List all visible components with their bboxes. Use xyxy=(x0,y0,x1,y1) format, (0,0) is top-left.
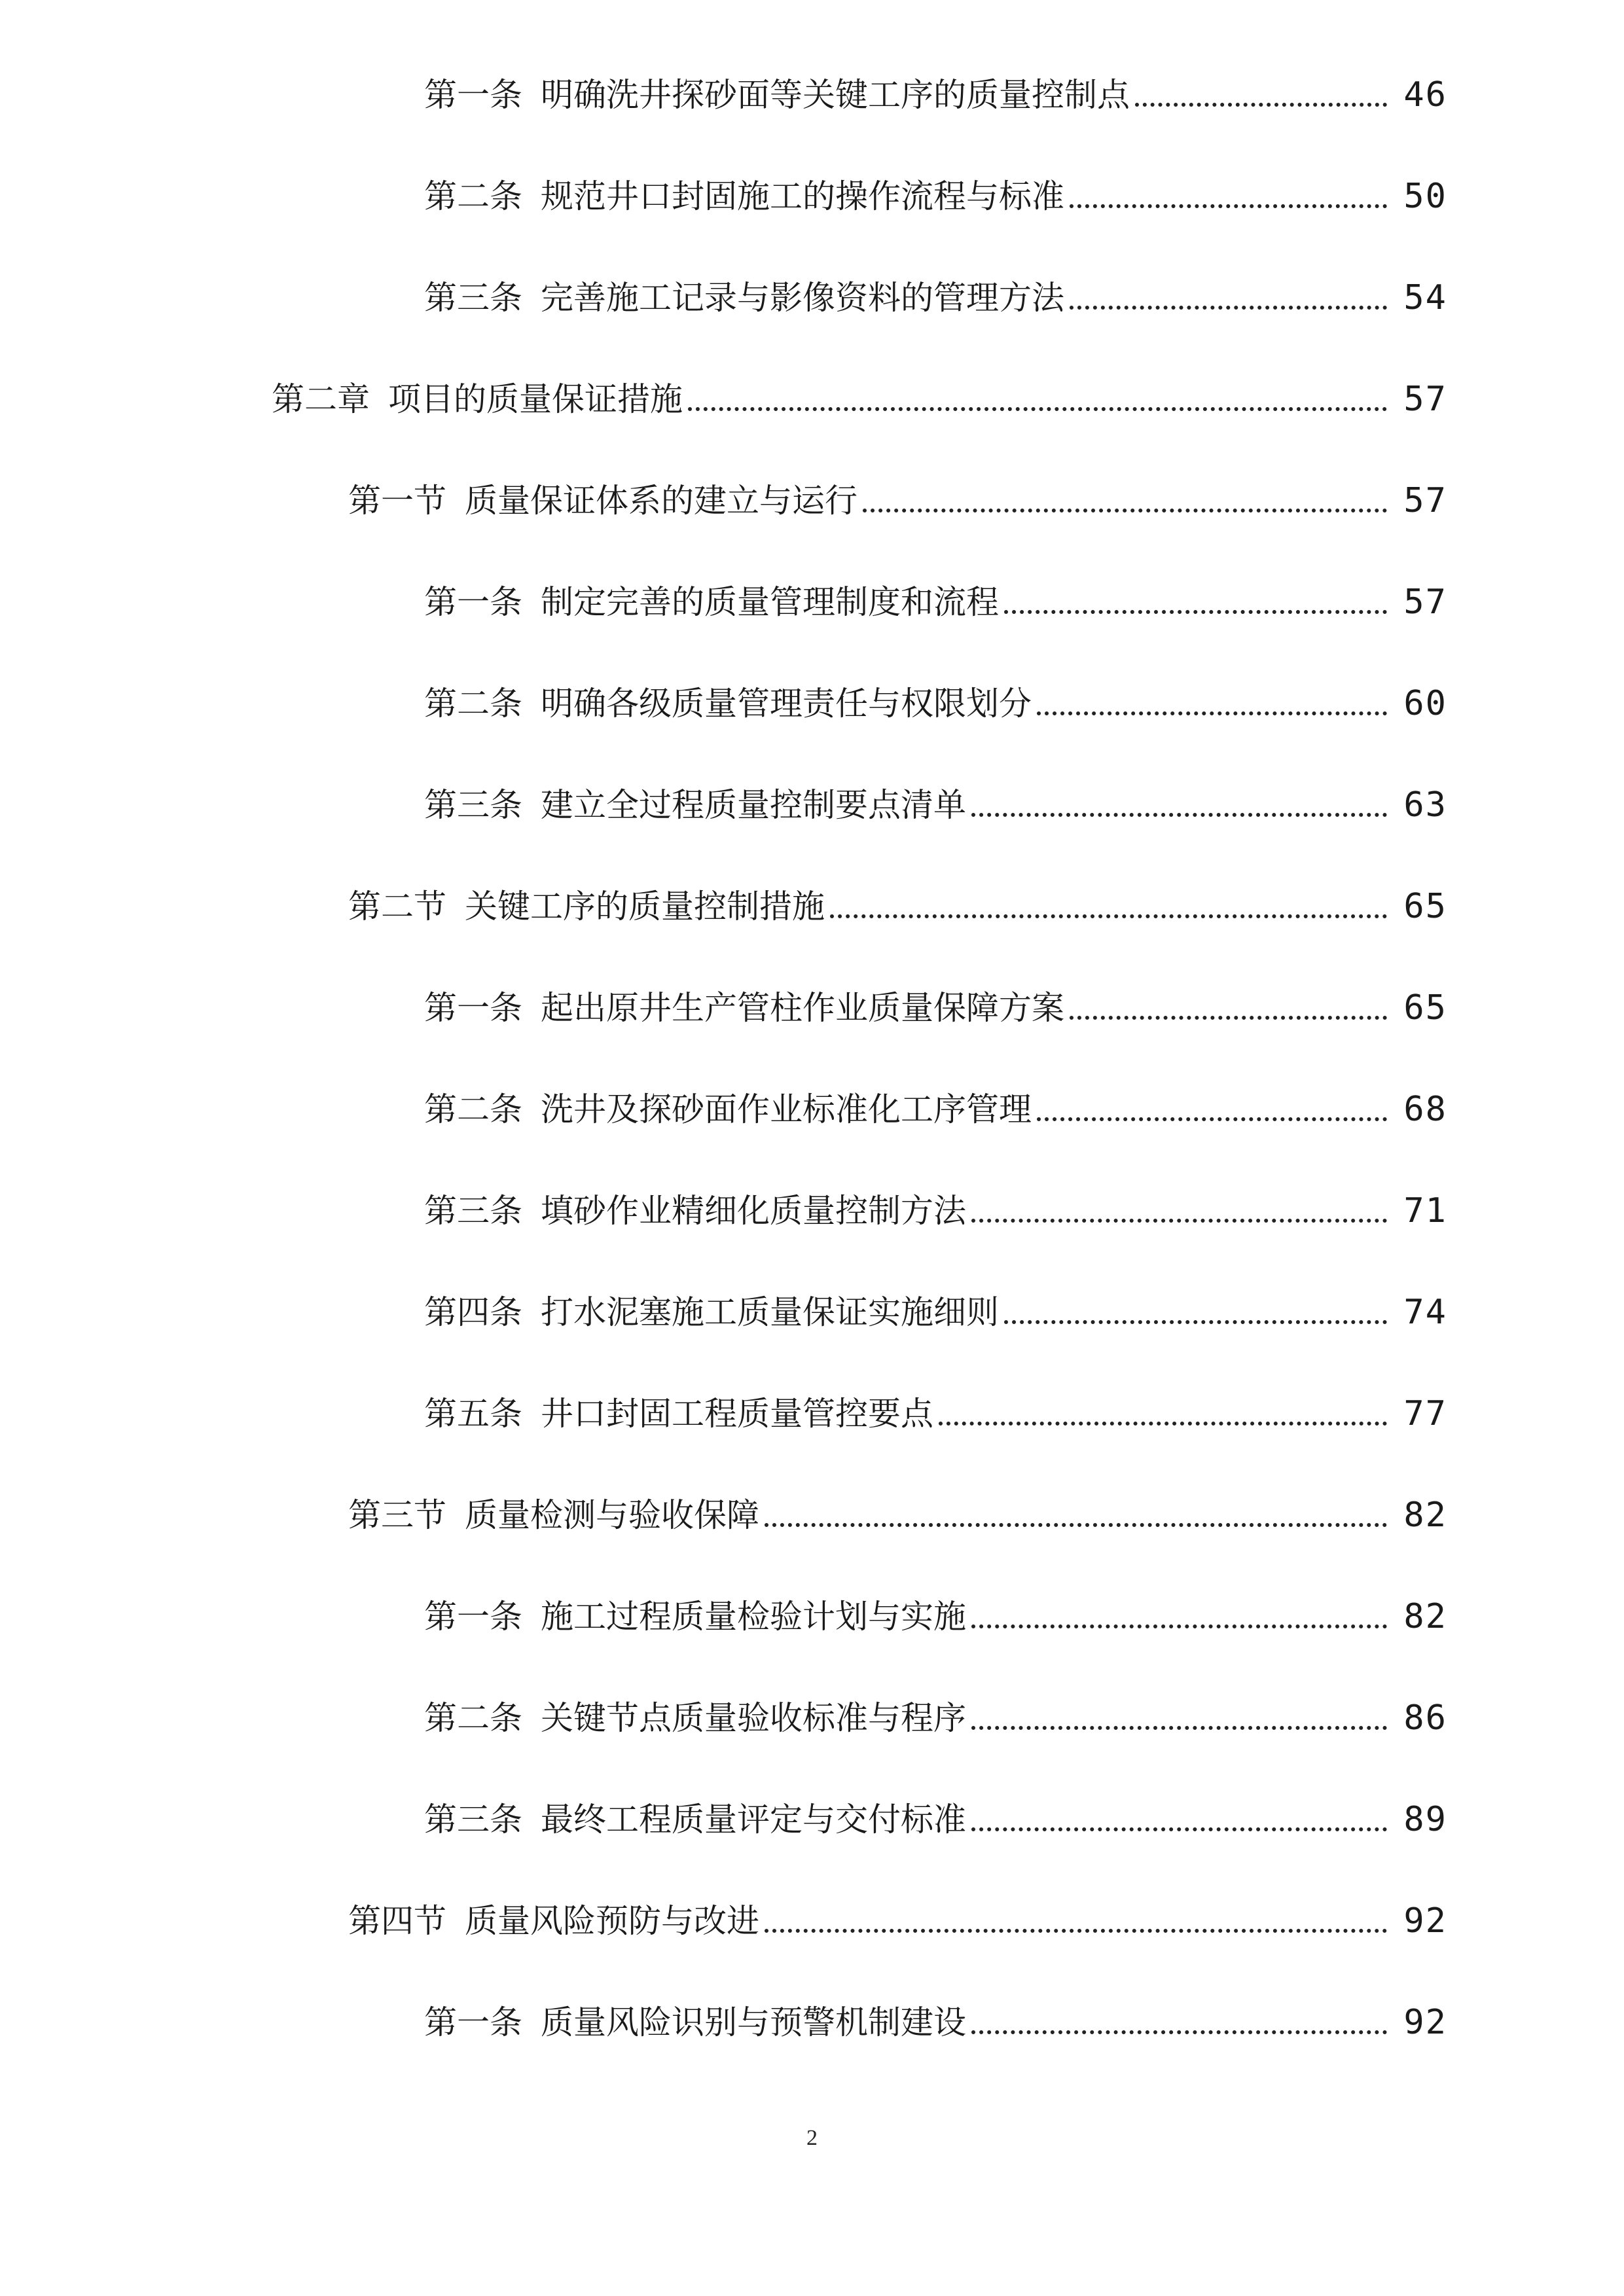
toc-entry-title: 明确洗井探砂面等关键工序的质量控制点 xyxy=(541,76,1130,114)
toc-entry-title: 项目的质量保证措施 xyxy=(388,380,683,418)
toc-entry-page: 77 xyxy=(1403,1394,1447,1433)
toc-dot-leader xyxy=(971,2030,1387,2034)
toc-entry-title: 井口封固工程质量管控要点 xyxy=(541,1395,933,1433)
toc-entry-section[interactable] xyxy=(348,475,1447,527)
toc-dot-leader xyxy=(971,1624,1387,1628)
toc-entry-title: 洗井及探砂面作业标准化工序管理 xyxy=(541,1090,1032,1128)
toc-dot-leader xyxy=(939,1422,1387,1426)
toc-entry-title: 关键工序的质量控制措施 xyxy=(465,888,825,925)
toc-entry-article[interactable] xyxy=(424,1388,1447,1440)
toc-entry-title: 最终工程质量评定与交付标准 xyxy=(541,1801,966,1839)
toc-entry-title: 施工过程质量检验计划与实施 xyxy=(541,1598,966,1636)
toc-dot-leader xyxy=(971,1827,1387,1831)
toc-dot-leader xyxy=(765,1523,1387,1527)
toc-entry-number: 第一节 xyxy=(348,482,446,520)
toc-dot-leader xyxy=(1004,1320,1387,1324)
toc-entry-number: 第四条 xyxy=(424,1293,522,1331)
toc-entry-page: 74 xyxy=(1403,1293,1447,1332)
toc-dot-leader xyxy=(1070,204,1387,208)
toc-dot-leader xyxy=(1135,103,1387,107)
toc-entry-article[interactable] xyxy=(424,1185,1447,1237)
toc-dot-leader xyxy=(830,914,1387,918)
toc-entry-page: 57 xyxy=(1403,380,1447,419)
toc-entry-number: 第二章 xyxy=(272,380,370,418)
toc-entry-number: 第二条 xyxy=(424,685,522,723)
toc-entry-number: 第三条 xyxy=(424,279,522,317)
toc-dot-leader xyxy=(1070,1016,1387,1020)
toc-entry-article[interactable] xyxy=(424,779,1447,831)
toc-entry-page: 89 xyxy=(1403,1800,1447,1839)
footer-page-number: 2 xyxy=(806,2126,818,2150)
toc-entry-number: 第一条 xyxy=(424,1598,522,1636)
toc-entry-page: 46 xyxy=(1403,75,1447,115)
toc-entry-section[interactable] xyxy=(348,1895,1447,1947)
toc-dot-leader xyxy=(971,813,1387,817)
toc-entry-title: 质量风险预防与改进 xyxy=(465,1902,759,1940)
toc-dot-leader xyxy=(971,1219,1387,1223)
toc-entry-page: 50 xyxy=(1403,177,1447,216)
toc-dot-leader xyxy=(1037,711,1387,715)
toc-entry-number: 第二条 xyxy=(424,1090,522,1128)
toc-entry-number: 第三条 xyxy=(424,1192,522,1230)
toc-entry-article[interactable] xyxy=(424,982,1447,1034)
toc-entry-page: 54 xyxy=(1403,278,1447,317)
toc-entry-article[interactable] xyxy=(424,576,1447,628)
toc-dot-leader xyxy=(1037,1117,1387,1121)
toc-dot-leader xyxy=(1070,306,1387,310)
toc-entry-page: 82 xyxy=(1403,1597,1447,1636)
toc-entry-number: 第一条 xyxy=(424,989,522,1027)
toc-dot-leader xyxy=(765,1929,1387,1933)
toc-entry-article[interactable] xyxy=(424,1793,1447,1846)
toc-entry-title: 打水泥塞施工质量保证实施细则 xyxy=(541,1293,999,1331)
toc-entry-section[interactable] xyxy=(348,880,1447,933)
toc-entry-number: 第五条 xyxy=(424,1395,522,1433)
toc-entry-title: 关键节点质量验收标准与程序 xyxy=(541,1699,966,1737)
toc-entry-number: 第四节 xyxy=(348,1902,446,1940)
toc-entry-title: 制定完善的质量管理制度和流程 xyxy=(541,583,999,621)
toc-dot-leader xyxy=(688,407,1387,411)
toc-entry-number: 第一条 xyxy=(424,583,522,621)
toc-entry-title: 质量风险识别与预警机制建设 xyxy=(541,2003,966,2041)
toc-entry-page: 60 xyxy=(1403,684,1447,723)
toc-entry-page: 82 xyxy=(1403,1496,1447,1535)
toc-entry-page: 92 xyxy=(1403,1901,1447,1941)
toc-entry-page: 57 xyxy=(1403,583,1447,622)
toc-entry-number: 第三节 xyxy=(348,1496,446,1534)
toc-entry-page: 65 xyxy=(1403,887,1447,926)
toc-entry-page: 71 xyxy=(1403,1191,1447,1230)
toc-entry-title: 填砂作业精细化质量控制方法 xyxy=(541,1192,966,1230)
toc-entry-article[interactable] xyxy=(424,1692,1447,1744)
toc-entry-page: 63 xyxy=(1403,785,1447,825)
toc-entry-page: 92 xyxy=(1403,2003,1447,2042)
toc-entry-title: 明确各级质量管理责任与权限划分 xyxy=(541,685,1032,723)
toc-entry-article[interactable] xyxy=(424,1996,1447,2049)
toc-entry-article[interactable] xyxy=(424,1083,1447,1136)
toc-entry-number: 第二节 xyxy=(348,888,446,925)
toc-entry-chapter[interactable] xyxy=(272,373,1447,425)
toc-entry-title: 规范井口封固施工的操作流程与标准 xyxy=(541,177,1064,215)
toc-entry-page: 68 xyxy=(1403,1090,1447,1129)
toc-entry-number: 第三条 xyxy=(424,1801,522,1839)
toc-entry-article[interactable] xyxy=(424,677,1447,730)
toc-entry-title: 起出原井生产管柱作业质量保障方案 xyxy=(541,989,1064,1027)
toc-entry-section[interactable] xyxy=(348,1489,1447,1541)
toc-entry-article[interactable] xyxy=(424,170,1447,223)
toc-entry-title: 建立全过程质量控制要点清单 xyxy=(541,786,966,824)
toc-entry-number: 第三条 xyxy=(424,786,522,824)
toc-dot-leader xyxy=(971,1726,1387,1730)
toc-dot-leader xyxy=(1004,610,1387,614)
toc-entry-number: 第二条 xyxy=(424,1699,522,1737)
toc-entry-title: 完善施工记录与影像资料的管理方法 xyxy=(541,279,1064,317)
toc-entry-number: 第二条 xyxy=(424,177,522,215)
toc-entry-page: 65 xyxy=(1403,988,1447,1028)
toc-entry-article[interactable] xyxy=(424,1286,1447,1338)
toc-entry-article[interactable] xyxy=(424,272,1447,324)
toc-entry-number: 第一条 xyxy=(424,76,522,114)
toc-entry-page: 57 xyxy=(1403,481,1447,520)
toc-entry-title: 质量保证体系的建立与运行 xyxy=(465,482,857,520)
toc-entry-title: 质量检测与验收保障 xyxy=(465,1496,759,1534)
toc-entry-article[interactable] xyxy=(424,69,1447,121)
toc-entry-page: 86 xyxy=(1403,1698,1447,1738)
toc-entry-article[interactable] xyxy=(424,1590,1447,1643)
toc-entry-number: 第一条 xyxy=(424,2003,522,2041)
toc-dot-leader xyxy=(863,509,1387,512)
